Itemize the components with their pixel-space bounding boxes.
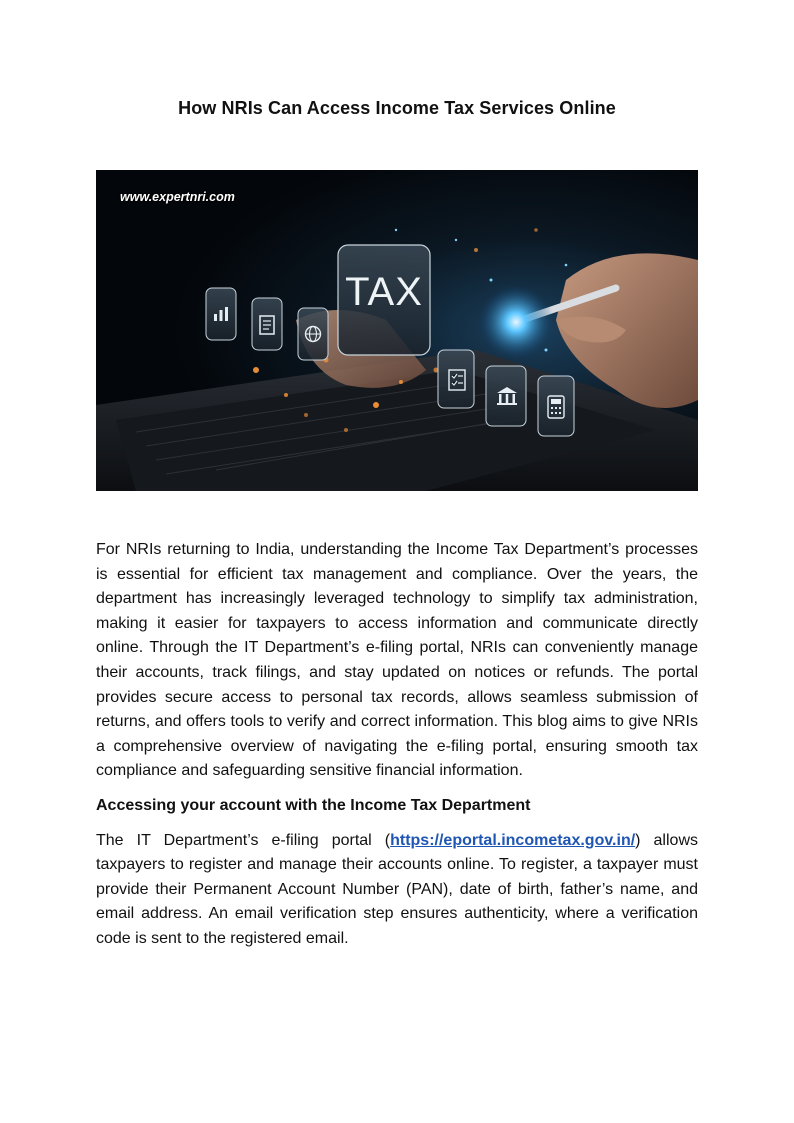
eportal-link[interactable]: https://eportal.incometax.gov.in/ — [390, 831, 636, 849]
portal-paragraph-start: The IT Department’s e-filing portal ( — [96, 831, 391, 849]
calculator-icon — [545, 394, 567, 420]
section-heading: Accessing your account with the Income Tax Department — [96, 796, 531, 814]
article-body — [96, 538, 698, 952]
hero-image — [96, 170, 698, 491]
intro-paragraph: For NRIs returning to India, understanding the Income Tax Department’s processes is essential for efficient tax management and compliance. Over the years, the department has increasingly leveraged technology to simplify tax administration, making it easier for taxpayers to access information and communicate directly online. Through the IT Department’s e-filing portal, NRIs can conveniently manage their accounts, track filings, and stay updated on notices or refunds. The portal provides secure access to personal tax records, allows seamless submission of returns, and offers tools to verify and correct information. This blog aims to give NRIs a comprehensive overview of navigating the e-filing portal, ensuring smooth tax compliance and safeguarding sensitive financial information. — [96, 541, 698, 780]
bank-icon — [495, 384, 519, 408]
globe-icon — [303, 324, 323, 344]
document-icon — [257, 314, 277, 336]
checklist-icon — [446, 368, 468, 392]
tax-panel-label: TAX — [345, 270, 423, 314]
image-watermark: www.expertnri.com — [120, 190, 235, 204]
portal-paragraph — [96, 829, 698, 952]
bar-chart-icon — [211, 304, 231, 324]
page-title: How NRIs Can Access Income Tax Services Online — [178, 98, 616, 118]
portal-paragraph-end: ) allows taxpayers to register and manage their accounts online. To register, a taxpayer must provide their Permanent Account Number (PAN), date of birth, father’s name, and email address. An email verification step ensures authenticity, where a verification code is sent to the registered email. — [96, 831, 698, 947]
